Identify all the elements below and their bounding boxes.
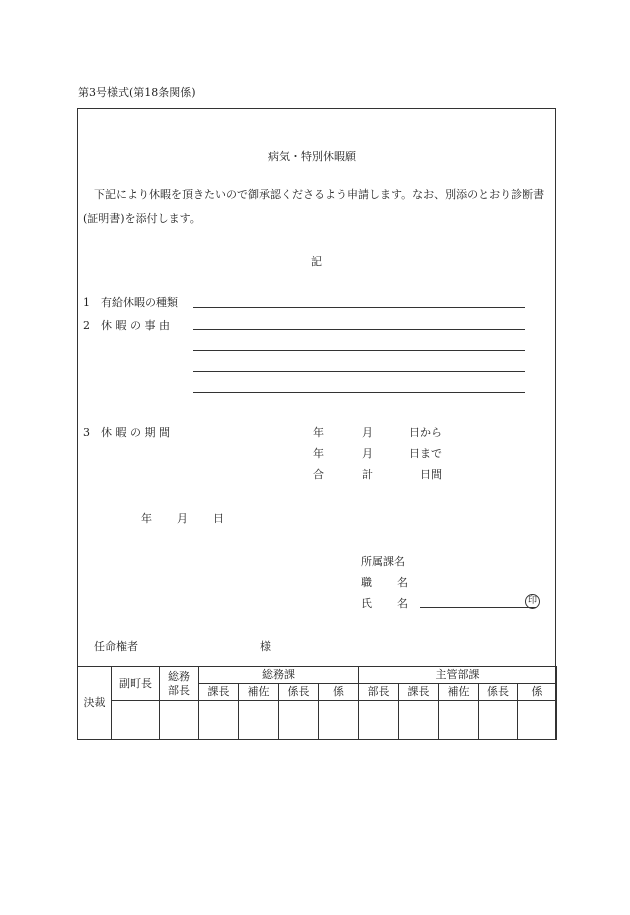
item2-line-1[interactable] xyxy=(193,329,525,330)
item2-label: 2 休 暇 の 事 由 xyxy=(83,319,170,332)
stamp-cell[interactable] xyxy=(359,701,399,740)
date-hi: 日 xyxy=(213,512,224,525)
date-nen: 年 xyxy=(141,512,152,525)
stamp-cell[interactable] xyxy=(160,701,199,740)
applicant-name-line[interactable] xyxy=(420,607,536,608)
stamp-cell[interactable] xyxy=(518,701,557,740)
appointer-label: 任命権者 xyxy=(94,640,138,653)
stamp-cell[interactable] xyxy=(239,701,279,740)
shukan-header: 主管部課 xyxy=(359,667,557,684)
shukan-role: 課長 xyxy=(399,684,439,701)
item2-line-4[interactable] xyxy=(193,392,525,393)
shukan-role: 係 xyxy=(518,684,557,701)
stamp-cell[interactable] xyxy=(199,701,239,740)
period-total-days: 日間 xyxy=(420,468,442,481)
shukan-role: 補佐 xyxy=(439,684,479,701)
somuka-header: 総務課 xyxy=(199,667,359,684)
period-total-kei: 計 xyxy=(362,468,373,481)
applicant-shi-mei: 名 xyxy=(397,597,408,610)
approval-table xyxy=(77,666,557,740)
item2-line-2[interactable] xyxy=(193,350,525,351)
period-from-label: 日から xyxy=(409,426,442,439)
period-total-go: 合 xyxy=(313,468,324,481)
applicant-shoku: 職 xyxy=(361,576,372,589)
kessai-label: 決裁 xyxy=(78,667,112,740)
stamp-cell[interactable] xyxy=(112,701,160,740)
period-from-nen: 年 xyxy=(313,426,324,439)
stamp-cell[interactable] xyxy=(399,701,439,740)
somu-bucho-header: 総務 部長 xyxy=(160,667,199,701)
stamp-cell[interactable] xyxy=(319,701,359,740)
applicant-shi: 氏 xyxy=(361,597,372,610)
somu-role: 補佐 xyxy=(239,684,279,701)
seal-icon: 印 xyxy=(525,594,540,609)
item3-label: 3 休 暇 の 期 間 xyxy=(83,426,170,439)
stamp-cell[interactable] xyxy=(479,701,518,740)
item1-line[interactable] xyxy=(193,307,525,308)
period-to-nen: 年 xyxy=(313,447,324,460)
period-to-label: 日まで xyxy=(409,447,442,460)
stamp-cell[interactable] xyxy=(279,701,319,740)
intro-paragraph: 下記により休暇を頂きたいので御承認くださるよう申請します。なお、別添のとおり診断書(証明書)を添付します。 xyxy=(83,188,545,225)
somu-role: 係長 xyxy=(279,684,319,701)
period-from-tsuki: 月 xyxy=(362,426,373,439)
applicant-shoku-mei: 名 xyxy=(397,576,408,589)
appointer-sama: 様 xyxy=(260,640,271,653)
shukan-role: 部長 xyxy=(359,684,399,701)
stamp-cell[interactable] xyxy=(439,701,479,740)
shukan-role: 係長 xyxy=(479,684,518,701)
ki-label: 記 xyxy=(311,255,322,268)
form-title: 病気・特別休暇願 xyxy=(268,150,356,163)
date-tsuki: 月 xyxy=(177,512,188,525)
fukuchocho-header: 副町長 xyxy=(112,667,160,701)
somu-role: 課長 xyxy=(199,684,239,701)
period-to-tsuki: 月 xyxy=(362,447,373,460)
form-number: 第3号様式(第18条関係) xyxy=(78,86,196,99)
item1-label: 1 有給休暇の種類 xyxy=(83,296,178,309)
somu-role: 係 xyxy=(319,684,359,701)
item2-line-3[interactable] xyxy=(193,371,525,372)
applicant-dept: 所属課名 xyxy=(361,555,405,568)
